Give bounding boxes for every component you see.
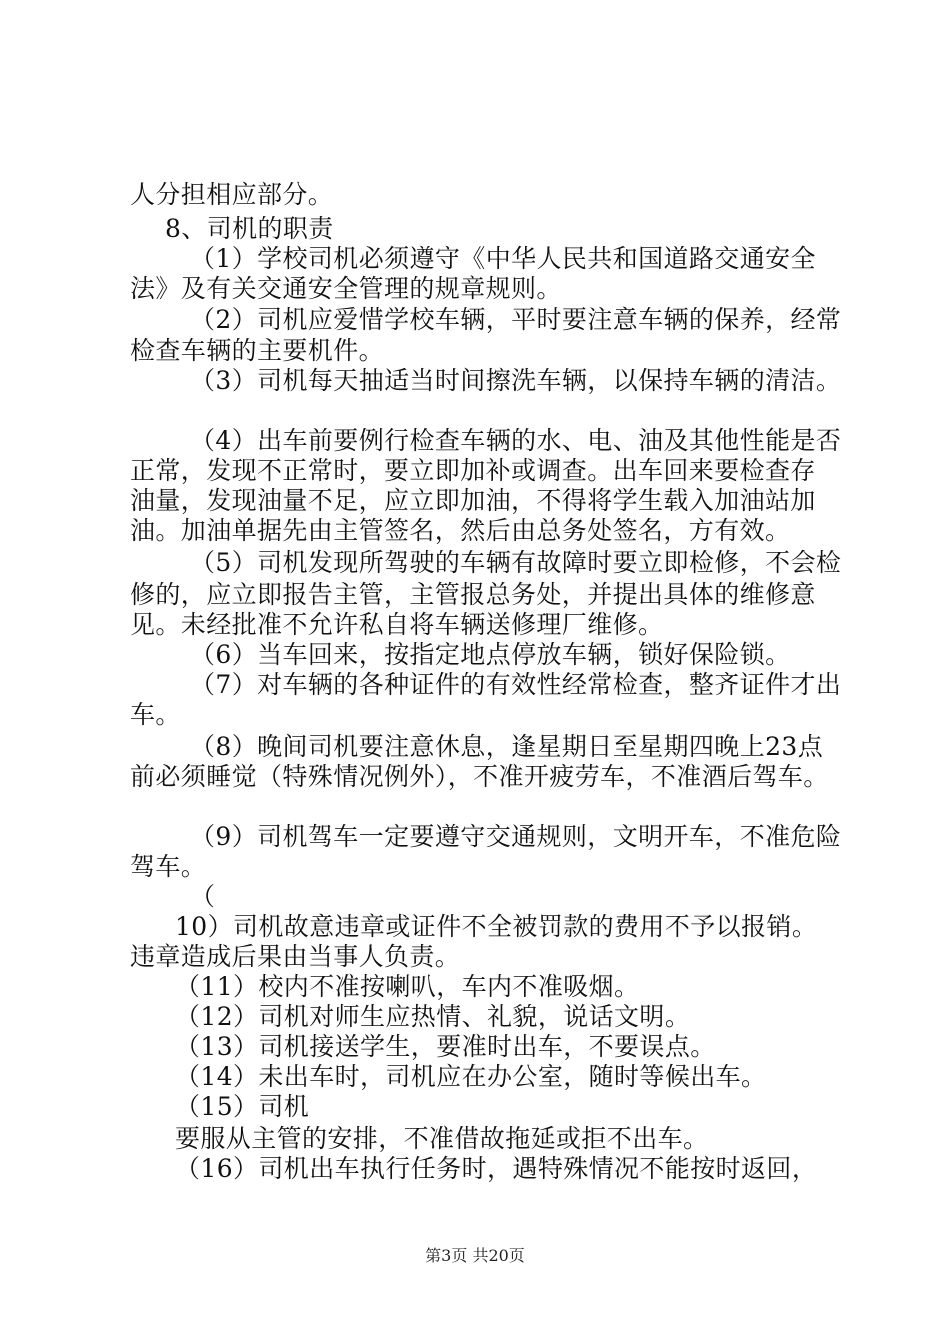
- text-line: 见。未经批准不允许私自将车辆送修理厂维修。: [130, 610, 664, 639]
- page-footer: 第3页 共20页: [425, 1246, 525, 1265]
- text-line: （5）司机发现所驾驶的车辆有故障时要立即检修，不会检: [190, 548, 842, 577]
- text-line: 车。: [130, 700, 181, 729]
- text-line: （8）晚间司机要注意休息，逢星期日至星期四晚上23点: [190, 732, 824, 761]
- text-line: （9）司机驾车一定要遵守交通规则，文明开车，不准危险: [190, 822, 842, 851]
- text-line: （15）司机: [175, 1092, 310, 1121]
- text-line: 驾车。: [130, 852, 207, 881]
- text-line: 人分担相应部分。: [130, 180, 334, 209]
- text-line: （16）司机出车执行任务时，遇特殊情况不能按时返回，: [175, 1154, 818, 1183]
- text-line: 正常，发现不正常时，要立即加补或调查。出车回来要检查存: [130, 456, 816, 485]
- text-line: （14）未出车时，司机应在办公室，随时等候出车。: [175, 1062, 767, 1091]
- text-line: 检查车辆的主要机件。: [130, 336, 385, 365]
- text-line: 油。加油单据先由主管签名，然后由总务处签名，方有效。: [130, 516, 791, 545]
- text-line: （4）出车前要例行检查车辆的水、电、油及其他性能是否: [190, 426, 842, 455]
- text-line: （3）司机每天抽适当时间擦洗车辆，以保持车辆的清洁。: [190, 366, 842, 395]
- text-line: 8、司机的职责: [165, 214, 334, 243]
- text-line: （12）司机对师生应热情、礼貌，说话文明。: [175, 1002, 691, 1031]
- text-line: （11）校内不准按喇叭，车内不准吸烟。: [175, 972, 640, 1001]
- text-line: 法》及有关交通安全管理的规章规则。: [130, 274, 562, 303]
- text-line: （7）对车辆的各种证件的有效性经常检查，整齐证件才出: [190, 670, 842, 699]
- text-line: （: [190, 882, 216, 911]
- text-line: （1）学校司机必须遵守《中华人民共和国道路交通安全: [190, 244, 816, 273]
- text-line: 油量，发现油量不足，应立即加油，不得将学生载入加油站加: [130, 486, 816, 515]
- text-line: 违章造成后果由当事人负责。: [130, 942, 461, 971]
- text-line: （13）司机接送学生，要准时出车，不要误点。: [175, 1032, 716, 1061]
- text-line: 要服从主管的安排，不准借故拖延或拒不出车。: [175, 1124, 709, 1153]
- text-line: 前必须睡觉（特殊情况例外），不准开疲劳车，不准酒后驾车。: [130, 762, 829, 791]
- text-line: （2）司机应爱惜学校车辆，平时要注意车辆的保养，经常: [190, 305, 842, 334]
- text-line: 10）司机故意违章或证件不全被罚款的费用不予以报销。: [175, 912, 818, 941]
- text-line: （6）当车回来，按指定地点停放车辆，锁好保险锁。: [190, 640, 791, 669]
- text-line: 修的，应立即报告主管，主管报总务处，并提出具体的维修意: [130, 580, 816, 609]
